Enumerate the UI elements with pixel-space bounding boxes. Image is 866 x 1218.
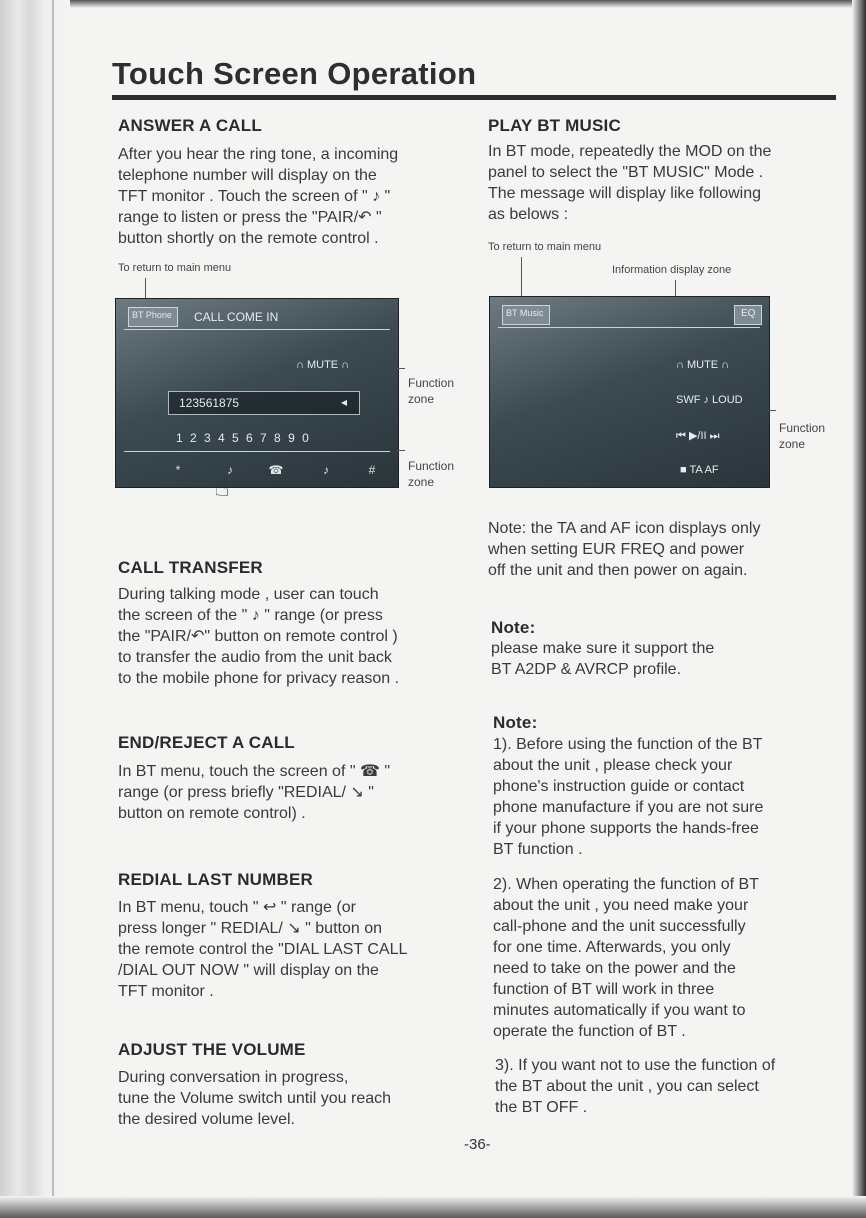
text-line: zone	[408, 392, 435, 406]
return-main-menu-callout: To return to main menu	[488, 241, 602, 253]
text-line: 2). When operating the function of BT	[493, 876, 759, 893]
function-zone-label-2	[408, 458, 454, 490]
bt-music-tab	[502, 305, 550, 325]
mute-row: ∩ MUTE ∩	[676, 359, 730, 371]
note-heading-profile: Note:	[491, 618, 536, 637]
call-come-in-label: CALL COME IN	[194, 310, 279, 324]
note-heading-usage: Note:	[493, 713, 538, 732]
swf-loud-row: SWF ♪ LOUD	[676, 394, 743, 406]
text-line: about the unit , please check your	[493, 757, 733, 774]
text-line: the BT OFF .	[495, 1099, 588, 1116]
bt-music-tab-label: BT Music	[506, 308, 544, 318]
hash-key: #	[368, 463, 376, 477]
ta-af-note	[488, 518, 760, 581]
text-line: need to take on the power and the	[493, 960, 736, 977]
scan-bottom-edge	[0, 1196, 866, 1218]
text-line: During conversation in progress,	[118, 1069, 349, 1086]
bt-phone-tab-label: BT Phone	[132, 310, 172, 320]
book-binding-edge	[0, 0, 70, 1218]
digit-row: 1 2 3 4 5 6 7 8 9 0	[176, 431, 311, 445]
answer-call-text	[118, 144, 398, 249]
text-line: if your phone supports the hands-free	[493, 820, 759, 837]
function-zone-label-3	[779, 420, 825, 452]
text-line: BT function .	[493, 841, 583, 858]
callout-line	[397, 368, 405, 369]
text-line: During talking mode , user can touch	[118, 586, 379, 603]
mute-row: ∩ MUTE ∩	[296, 359, 350, 371]
screen-divider	[124, 329, 390, 330]
text-line: as belows :	[488, 206, 569, 223]
transfer-key-icon: ♪	[323, 463, 329, 477]
eq-label: EQ	[741, 308, 756, 319]
hangup-key-icon: ☎	[268, 463, 284, 477]
text-line: panel to select the "BT MUSIC" Mode .	[488, 164, 764, 181]
text-line: TFT monitor .	[118, 983, 214, 1000]
play-bt-music-text	[488, 141, 771, 225]
text-line: tune the Volume switch until you reach	[118, 1090, 392, 1107]
text-line: press longer " REDIAL/ ↘ " button on	[118, 920, 383, 937]
text-line: 1). Before using the function of the BT	[493, 736, 763, 753]
information-display-callout: Information display zone	[612, 264, 732, 276]
number-field	[168, 391, 360, 415]
playback-controls-row: ⏮ ▶/II ⏭	[676, 430, 720, 442]
text-line: In BT menu, touch the screen of " ☎ "	[118, 763, 391, 780]
usage-note-3	[495, 1055, 775, 1118]
text-line: for one time. Afterwards, you only	[493, 939, 731, 956]
redial-text	[118, 897, 407, 1002]
text-line: button on remote control) .	[118, 805, 306, 822]
bt-phone-tab	[128, 307, 178, 327]
text-line: the remote control the "DIAL LAST CALL	[118, 941, 408, 958]
text-line: The message will display like following	[488, 185, 762, 202]
music-screen-image	[489, 296, 770, 488]
text-line: call-phone and the unit successfully	[493, 918, 746, 935]
adjust-volume-text	[118, 1067, 391, 1130]
text-line: 3). If you want not to use the function of	[495, 1057, 776, 1074]
text-line: please make sure it support the	[491, 640, 715, 657]
text-line: button shortly on the remote control .	[118, 230, 379, 247]
play-bt-music-heading: PLAY BT MUSIC	[488, 116, 621, 135]
text-line: zone	[408, 475, 435, 489]
backspace-icon: ◂	[341, 395, 348, 409]
text-line: range (or press briefly "REDIAL/ ↘ "	[118, 784, 374, 801]
text-line: In BT menu, touch " ↩ " range (or	[118, 899, 356, 916]
text-line: Function	[408, 459, 455, 473]
call-transfer-text	[118, 584, 399, 689]
text-line: operate the function of BT .	[493, 1023, 686, 1040]
text-line: the screen of the " ♪ " range (or press	[118, 607, 383, 624]
answer-key-icon: ♪	[227, 463, 233, 477]
pointing-hand-icon: ☝	[214, 472, 230, 502]
answer-call-heading: ANSWER A CALL	[118, 116, 262, 135]
text-line: BT A2DP & AVRCP profile.	[491, 661, 682, 678]
text-line: telephone number will display on the	[118, 167, 377, 184]
end-reject-heading: END/REJECT A CALL	[118, 733, 295, 752]
title-rule	[112, 95, 836, 100]
star-key: *	[175, 463, 181, 477]
text-line: function of BT will work in three	[493, 981, 715, 998]
page-title: Touch Screen Operation	[112, 56, 477, 91]
text-line: minutes automatically if you want to	[493, 1002, 746, 1019]
text-line: the desired volume level.	[118, 1111, 295, 1128]
screen-divider	[498, 327, 760, 328]
text-line: Note: the TA and AF icon displays only	[488, 520, 761, 537]
text-line: when setting EUR FREQ and power	[488, 541, 745, 558]
call-screen-image	[115, 298, 399, 488]
text-line: the "PAIR/↶" button on remote control )	[118, 628, 398, 645]
text-line: In BT mode, repeatedly the MOD on the	[488, 143, 772, 160]
text-line: TFT monitor . Touch the screen of " ♪ "	[118, 188, 391, 205]
end-reject-text	[118, 761, 390, 824]
text-line: phone manufacture if you are not sure	[493, 799, 764, 816]
usage-note-1	[493, 734, 763, 860]
phone-number: 123561875	[179, 396, 240, 410]
screen-divider	[124, 451, 390, 452]
text-line: the BT about the unit , you can select	[495, 1078, 759, 1095]
text-line: phone's instruction guide or contact	[493, 778, 745, 795]
adjust-volume-heading: ADJUST THE VOLUME	[118, 1040, 306, 1059]
scan-right-edge	[852, 0, 866, 1218]
scan-top-edge	[0, 0, 866, 8]
callout-line	[397, 450, 405, 451]
profile-note-text	[491, 638, 714, 680]
function-zone-label-1	[408, 375, 454, 407]
page-number: -36-	[464, 1136, 491, 1153]
text-line: After you hear the ring tone, a incoming	[118, 146, 399, 163]
text-line: Function	[408, 376, 455, 390]
text-line: to the mobile phone for privacy reason .	[118, 670, 400, 687]
callout-line	[768, 410, 776, 411]
ta-af-row: ■ TA AF	[680, 464, 719, 476]
text-line: /DIAL OUT NOW " will display on the	[118, 962, 379, 979]
callout-line	[521, 257, 522, 297]
call-transfer-heading: CALL TRANSFER	[118, 558, 263, 577]
usage-note-2	[493, 874, 759, 1042]
eq-button	[734, 305, 762, 325]
text-line: range to listen or press the "PAIR/↶ "	[118, 209, 382, 226]
text-line: about the unit , you need make your	[493, 897, 749, 914]
text-line: Function	[779, 421, 826, 435]
text-line: off the unit and then power on again.	[488, 562, 748, 579]
redial-heading: REDIAL LAST NUMBER	[118, 870, 314, 889]
text-line: to transfer the audio from the unit back	[118, 649, 392, 666]
return-main-menu-callout: To return to main menu	[118, 262, 232, 274]
text-line: zone	[779, 437, 806, 451]
